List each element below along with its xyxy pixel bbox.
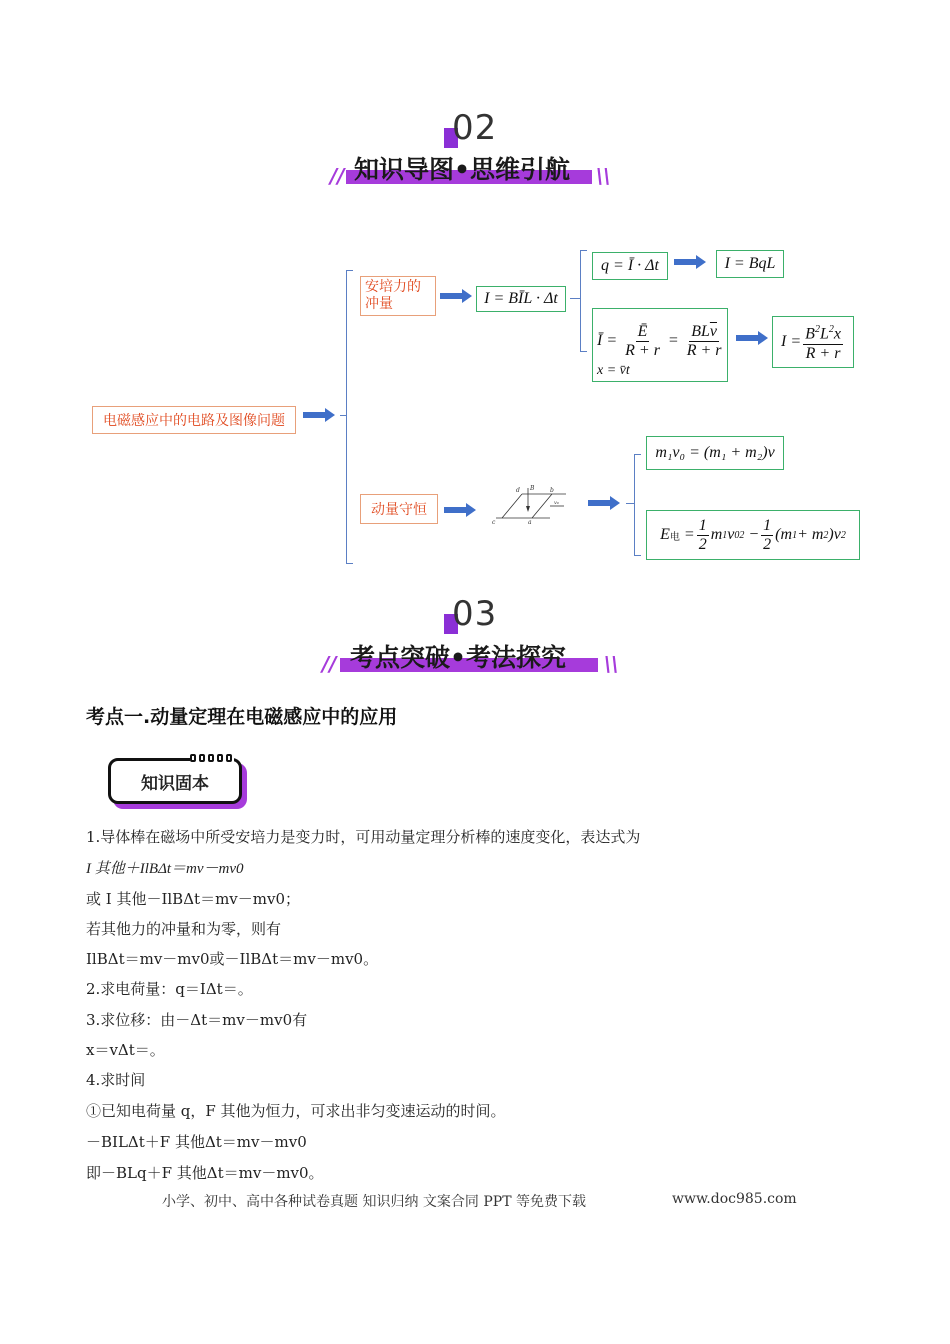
mindmap-root: 电磁感应中的电路及图像问题 <box>92 406 296 434</box>
content-line-6: 2.求电荷量：q＝IΔt＝。 <box>86 980 253 998</box>
content-line-4: 若其他力的冲量和为零，则有 <box>86 920 282 938</box>
section02-number: 02 <box>452 108 498 148</box>
mindmap-sub-bracket-2-tick <box>626 503 634 504</box>
mindmap-branch-impulse-label: 安培力的冲量 <box>365 279 421 312</box>
mindmap-formula-I-B2L2x: I = $\frac{B^2L^2x}{R + r}$ <box>772 316 854 368</box>
mindmap-branch-momentum: 动量守恒 <box>360 494 438 524</box>
mindmap-formula-impulse: I = BĪL · Δt <box>476 286 566 312</box>
diagram-label-v0: v₀ <box>554 500 559 506</box>
diagram-label-d: d <box>516 487 520 494</box>
content-line-12: 即－BLq＋F 其他Δt＝mv－mv0。 <box>86 1164 324 1182</box>
mindmap-sub-bracket-tick <box>570 298 580 299</box>
content-line-8: x＝vΔt＝。 <box>86 1041 165 1059</box>
footer-url[interactable]: www.doc985.com <box>672 1191 797 1207</box>
formula-Ibar-symbol: Ī = <box>597 332 618 350</box>
mindmap-bracket-tick <box>340 415 346 416</box>
formula-frac-B2L2x: $\frac{B^2L^2x}{R + r}$ <box>803 321 843 362</box>
arrow-icon <box>444 503 476 517</box>
badge-decoration <box>190 754 234 762</box>
mindmap-sub-bracket-2 <box>634 454 641 556</box>
section03-number: 03 <box>452 594 498 634</box>
section02-title: 知识导图•思维引航 <box>354 155 570 184</box>
section03-title: 考点突破•考法探究 <box>350 643 566 672</box>
section03-right-slash: \\ <box>604 652 619 676</box>
section02-left-slash: // <box>330 164 345 188</box>
diagram-label-b: b <box>550 487 554 494</box>
knowledge-badge-label: 知识固本 <box>141 773 209 794</box>
mindmap-sub-bracket <box>580 250 587 352</box>
mindmap-formula-q: q = Ī · Δt <box>592 252 668 280</box>
content-line-2: I 其他＋IlBΔt＝mv－mv0 <box>86 861 244 877</box>
mindmap-formula-I-BqL: I = BqL <box>716 250 784 278</box>
content-line-3: 或 I 其他－IlBΔt＝mv－mv0； <box>86 890 301 908</box>
mindmap-formula-E-energy: E 电 = $\frac{1}{2}$ m 1 v 0 2 − $\frac{1}{2}$ (m 1 + m 2 )v 2 <box>646 510 860 560</box>
arrow-icon <box>674 255 706 269</box>
section02-right-slash: \\ <box>596 164 611 188</box>
formula-frac-E: $\frac{Ē}{R + r}$ <box>625 323 660 359</box>
content-line-9: 4.求时间 <box>86 1071 146 1089</box>
knowledge-badge <box>108 758 242 804</box>
content-line-5: IlBΔt＝mv－mv0或－IlBΔt＝mv－mv0。 <box>86 950 379 968</box>
arrow-icon <box>736 331 768 345</box>
mindmap-main-bracket <box>346 270 353 564</box>
rails-diagram <box>488 482 572 526</box>
mindmap-formula-Ibar: Ī = $\frac{Ē}{R + r}$ = $\frac{BL\overline{v}}{R + r}$ x = v̄t <box>592 308 728 382</box>
content-line-11: －BILΔt＋F 其他Δt＝mv－mv0 <box>86 1133 307 1151</box>
mindmap-formula-m1v0: m₁v₀ = (m₁ + m₂)v <box>646 436 784 470</box>
content-line-1: 1.导体棒在磁场中所受安培力是变力时，可用动量定理分析棒的速度变化，表达式为 <box>86 828 641 846</box>
content-line-10: ①已知电荷量 q，F 其他为恒力，可求出非匀变速运动的时间。 <box>86 1102 506 1120</box>
formula-frac-BLv: $\frac{BL\overline{v}}{R + r}$ <box>686 323 722 359</box>
mindmap-formula-x: x = v̄t <box>597 363 630 378</box>
content-heading: 考点一.动量定理在电磁感应中的应用 <box>86 706 398 728</box>
arrow-icon <box>588 496 620 510</box>
arrow-icon <box>303 408 335 422</box>
formula-frac-half-2: $\frac{1}{2}$ <box>763 516 772 553</box>
formula-frac-half-1: $\frac{1}{2}$ <box>698 516 707 553</box>
diagram-label-a: a <box>528 519 532 526</box>
diagram-label-B: B <box>530 485 535 492</box>
mindmap-branch-impulse <box>360 276 436 316</box>
footer-text: 小学、初中、高中各种试卷真题 知识归纳 文案合同 PPT 等免费下载 <box>162 1194 586 1210</box>
section03-left-slash: // <box>322 652 337 676</box>
content-line-7: 3.求位移：由－Δt＝mv－mv0有 <box>86 1011 308 1029</box>
diagram-label-c: c <box>492 519 496 526</box>
arrow-icon <box>440 289 472 303</box>
